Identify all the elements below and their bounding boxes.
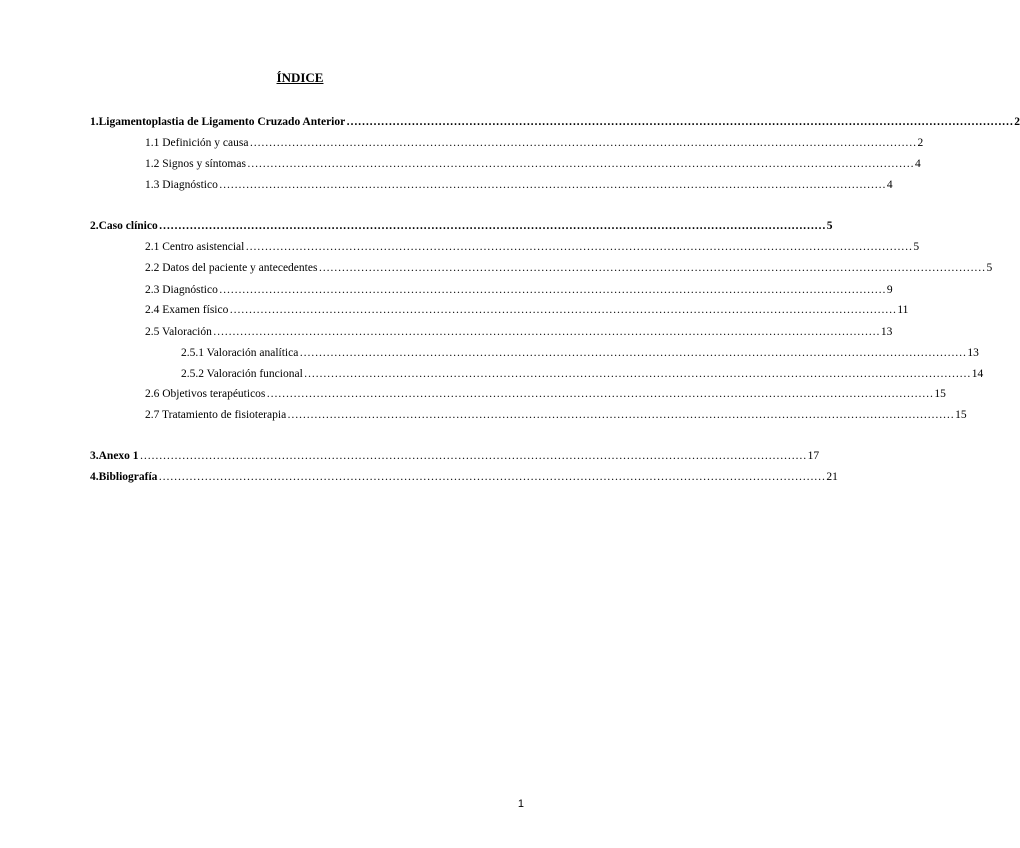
toc-leader-dots: ………………………………………………………………………………………………………………………………………………………… <box>303 368 971 380</box>
toc-entry-page: 2 <box>917 137 924 149</box>
toc-entry-page: 5 <box>913 241 920 253</box>
toc-entry-number: 4. <box>90 471 99 483</box>
toc-entry-label: 2.5 Valoración <box>145 326 212 338</box>
toc-entry-page: 5 <box>986 262 993 274</box>
toc-entry-2-6[interactable] <box>145 387 946 401</box>
index-title: ÍNDICE <box>276 70 324 85</box>
toc-entry-1[interactable] <box>90 115 1020 129</box>
toc-entry-3[interactable] <box>90 449 820 463</box>
toc-leader-dots: ………………………………………………………………………………………………………………………………………………………… <box>158 471 826 483</box>
toc-entry-page: 17 <box>807 450 820 462</box>
toc-entry-page: 5 <box>826 220 833 232</box>
toc-entry-label: Caso clínico <box>98 220 158 232</box>
toc-entry-label: 2.3 Diagnóstico <box>145 284 218 296</box>
toc-entry-2-2[interactable] <box>145 261 993 275</box>
toc-entry-page: 13 <box>967 347 979 359</box>
toc-entry-label: 2.5.1 Valoración analítica <box>181 347 299 359</box>
toc-entry-1-2[interactable] <box>145 157 921 171</box>
toc-leader-dots: ………………………………………………………………………………………………………………………………………………………… <box>266 388 934 400</box>
toc-entry-2-1[interactable] <box>145 240 920 254</box>
toc-entry-label: 2.2 Datos del paciente y antecedentes <box>145 262 318 274</box>
toc-entry-label: 1.3 Diagnóstico <box>145 179 218 191</box>
toc-entry-2[interactable] <box>90 219 833 233</box>
toc-entry-page: 2 <box>1014 116 1020 128</box>
toc-leader-dots: ………………………………………………………………………………………………………………………………………………………… <box>212 326 880 338</box>
toc-leader-dots: ………………………………………………………………………………………………………………………………………………………… <box>218 284 886 296</box>
toc-leader-dots: ………………………………………………………………………………………………………………………………………………………… <box>229 304 897 316</box>
toc-leader-dots: ………………………………………………………………………………………………………………………………………………………… <box>299 347 967 359</box>
toc-entry-page: 15 <box>934 388 946 400</box>
toc-entry-label: Ligamentoplastia de Ligamento Cruzado Anterior <box>98 116 346 128</box>
page-number: 1 <box>517 798 524 810</box>
toc-leader-dots: ………………………………………………………………………………………………………………………………………………………… <box>249 137 917 149</box>
toc-entry-page: 13 <box>880 326 893 338</box>
toc-entry-2-5-2[interactable] <box>181 367 984 381</box>
toc-leader-dots: ………………………………………………………………………………………………………………………………………………………… <box>218 179 886 191</box>
toc-entry-number: 3. <box>90 450 99 462</box>
toc-entry-page: 4 <box>914 158 921 170</box>
toc-entry-label: 1.1 Definición y causa <box>145 137 249 149</box>
toc-entry-number: 1. <box>90 116 99 128</box>
toc-entry-label: 1.2 Signos y síntomas <box>145 158 246 170</box>
toc-entry-label: Bibliografía <box>98 471 158 483</box>
toc-entry-4[interactable] <box>90 470 838 484</box>
toc-entry-2-3[interactable] <box>145 283 893 297</box>
toc-entry-label: 2.6 Objetivos terapéuticos <box>145 388 266 400</box>
toc-leader-dots: ………………………………………………………………………………………………………………………………………………………… <box>318 262 986 274</box>
toc-entry-number: 2. <box>90 220 99 232</box>
toc-entry-page: 15 <box>955 409 967 421</box>
toc-leader-dots: ………………………………………………………………………………………………………………………………………………………… <box>287 409 955 421</box>
toc-entry-2-7[interactable] <box>145 408 967 422</box>
toc-entry-page: 11 <box>897 304 909 316</box>
toc-entry-2-5-1[interactable] <box>181 346 979 360</box>
toc-entry-page: 14 <box>971 368 984 380</box>
toc-entry-label: Anexo 1 <box>98 450 139 462</box>
toc-leader-dots: ………………………………………………………………………………………………………………………………………………………… <box>139 450 807 462</box>
toc-leader-dots: ………………………………………………………………………………………………………………………………………………………… <box>246 158 914 170</box>
toc-entry-page: 21 <box>826 471 838 483</box>
toc-entry-2-5[interactable] <box>145 325 893 339</box>
toc-entry-2-4[interactable] <box>145 303 909 317</box>
toc-entry-label: 2.4 Examen físico <box>145 304 229 316</box>
toc-leader-dots: ………………………………………………………………………………………………………………………………………………………… <box>245 241 913 253</box>
toc-leader-dots: ………………………………………………………………………………………………………………………………………………………… <box>346 116 1014 128</box>
toc-entry-label: 2.1 Centro asistencial <box>145 241 245 253</box>
toc-entry-label: 2.7 Tratamiento de fisioterapia <box>145 409 287 421</box>
toc-leader-dots: ………………………………………………………………………………………………………………………………………………………… <box>158 220 826 232</box>
toc-entry-page: 4 <box>886 179 893 191</box>
toc-entry-1-3[interactable] <box>145 178 893 192</box>
toc-entry-label: 2.5.2 Valoración funcional <box>181 368 303 380</box>
toc-entry-1-1[interactable] <box>145 136 924 150</box>
toc-entry-page: 9 <box>886 284 893 296</box>
